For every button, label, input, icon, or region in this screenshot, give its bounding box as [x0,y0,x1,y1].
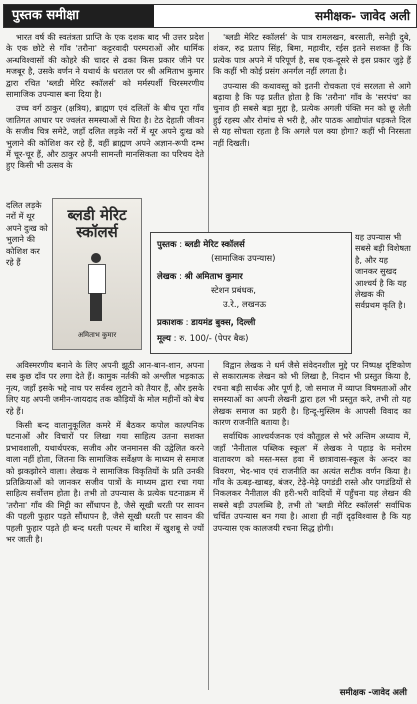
right-column [213,32,411,152]
book-subtitle: (सामाजिक उपन्यास) [211,254,276,264]
author-value: श्री अमिताभ कुमार [184,272,243,282]
book-label: पुस्तक [157,240,177,250]
cover-author: अमिताभ कुमार [77,331,117,339]
signature: समीक्षक -जावेद अली [339,688,407,698]
book-cover-image [52,198,142,350]
left-paragraph-2: उच्च वर्ग ठाकुर (क्षत्रिय), ब्राह्मण एवं दलितों के बीच पूरा गाँव जातिगत आधार पर ज्वलंत समस्याओं से घिरा है। टेठ देहाती जीवन के सजीव चित्र समेटे, जहाँ दलित लड़के नरों में थूर अपने दुःख को भुलाने की कोशिश कर रहे हैं, वहीं ब्राह्मण अपने अज्ञान-रूपी दम्भ में चूर-चूर हैं, और ठाकुर अपनी सामन्ती मानसिकता का परिचय देते हुए किसी भी उत्सव के [6,103,204,171]
right-wrap-text: यह उपन्यास भी सबसे बड़ी विशेषता है, और यह जानकर सुखद आश्चर्य है कि यह लेखक की सर्वप्रथम कृति है। [355,232,411,311]
bottom-right-column [213,360,411,537]
price-value: रु. 100/- (पेपर बैक) [179,334,249,344]
reviewer-tag: समीक्षक- जावेद अली [314,9,410,23]
bottom-right-paragraph-1: विद्वान लेखक ने धर्म जैसे संवेदनशील मुद्दे पर निष्पक्ष दृष्टिकोण से सकारात्मक लेखन को भी लिखा है, निदान भी प्रस्तुत किया है, रचना बड़ी सार्थक और पूर्ण है, जो समाज में व्याप्त विषमताओं और समस्याओं का अपनी लेखनी द्वारा हल भी प्रस्तुत करे, तभी तो यह लेखक समाज का प्रहरी है। हिन्दू-मुस्लिम के आपसी विवाद का कारण राजनीति बताया है। [213,360,411,428]
author-location: उ.रे., लखनऊ [223,300,267,310]
publisher-label: प्रकाशक [157,318,183,328]
review-banner [3,4,417,28]
book-value: ब्लडी मेरिट स्कॉलर्स [184,240,245,250]
bottom-left-paragraph-1: अविस्मरणीय बनाने के लिए अपनी झूठी आन-बान-शान, अपना सब कुछ दाँव पर लगा देते हैं। कामुक नर्तकी को अश्लील भड़काऊ नृत्य, जहाँ इसके भद्दे नाच पर सर्वस्व लुटाने को तैयार हैं, और इसके लिए यह अपनी जमीन-जायदाद तक कौड़ियों के मोल महीनों को बेच रहे हैं। [6,360,204,416]
left-wrap-text: दलित लड़के नरों में थूर अपने दुःख को भुलाने की कोशिश कर रहे हैं [6,200,48,268]
left-paragraph-1: भारत वर्ष की स्वतंत्रता प्राप्ति के एक दशक बाद भी उत्तर प्रदेश के एक छोटे से गाँव 'तरौना' कट्टरवादी परम्पराओं और धार्मिक अन्धविश्वासों की कोहरे की चादर से ढका किस प्रकार जीने पर मजबूर है, उसके वर्णन ने यथार्थ के धरातल पर श्री अमिताभ कुमार द्वारा रचित 'ब्लडी मेरिट स्कॉलर्स' को मर्मस्पर्शी चिरस्मरणीय सामाजिक उपन्यास बना दिया है। [6,32,204,100]
price-label: मूल्य [157,334,171,344]
bottom-left-column [6,360,204,549]
publisher-row: प्रकाशक : डायमंड बुक्स, दिल्ली [157,318,256,328]
boy-figure-icon [83,253,109,323]
left-column [6,32,204,171]
right-paragraph-2: उपन्यास की कथावस्तु को इतनी रोचकता एवं सरलता से आगे बढ़ाया है कि पढ़ प्रतीत होता है कि 'तरौना' गाँव के 'सरपंच' का चुनाव ही सबसे बड़ा मुद्दा है, प्रत्येक अगली पंक्ति मन को छू लेती हुई रहस्य और रोमांच से भरी है, और पाठक आद्योपांत धड़कते दिल से यह सोचता रहता है कि अगले पल क्या होगा? कहीं भी निरसता नहीं दिखती। [213,80,411,148]
book-info-box [150,232,352,354]
book-row: पुस्तक : ब्लडी मेरिट स्कॉलर्स [157,240,245,250]
publisher-value: डायमंड बुक्स, दिल्ली [191,318,256,328]
author-post: स्टेशन प्रबंधक, [211,286,256,296]
price-row: मूल्य : रु. 100/- (पेपर बैक) [157,334,249,344]
right-paragraph-1: 'ब्लडी मेरिट स्कॉलर्स' के पात्र रामलखन, बरसाती, सनेही दुबे, शंकर, रुद्र प्रताप सिंह, बिमा, महावीर, रईस इतने सशक्त हैं कि प्रत्येक पात्र अपने में परिपूर्ण है, सब एक-दूसरे से इस प्रकार जुड़े हैं कि कहीं भी कोई प्रसंग अनर्गल नहीं लगता है। [213,32,411,77]
section-title: पुस्तक समीक्षा [4,5,154,27]
cover-title: ब्लडी मेरिट स्कॉलर्स [67,206,127,241]
bottom-left-paragraph-2: किसी बन्द वातानुकूलित कमरे में बैठकर कपोल काल्पनिक घटनाओं और विचारों पर लिखा गया साहित्य उतना सशक्त प्रभावशाली, यथार्थपरक, सजीव और जनमानस की उद्वेलित करने वाला नहीं होता, जितना कि सामाजिक सर्वेक्षण के माध्यम से समाज को झकझोरने वाला। लेखक ने सामाजिक विकृतियों के प्रति उनकी प्रतिक्रियाओं को जानकर सजीव पात्रों के माध्यम द्वारा रचा गया साहित्य सर्वोत्तम होता है। तभी तो उपन्यास के प्रत्येक घटनाक्रम में 'तरौना' गाँव की मिट्टी का सौंधापन है, जैसे सूखी धरती पर सावन की पहली फुहार पड़ते सौंधापन है, जैसे सूखी धरती पर सावन की पहली फुहार पड़ते ही बन्द धरती पत्थर में बारिश में खुशबू से ज्यों भर जाती है। [6,420,204,545]
bottom-column-divider [208,360,209,690]
author-label: लेखक [157,272,177,282]
bottom-right-paragraph-2: सर्वाधिक आश्चर्यजनक एवं कौतूहल से भरे अन्तिम अध्याय में, जहाँ 'नैनीताल पब्लिक स्कूल' में लेखक ने पहाड़ के मनोरम वातावरण को मस्त-मस्त हवा में छात्रावास-स्कूल के अन्दर का विवरण, भेद-भाव एवं राजनीति का अत्यंत सटीक वर्णन किया है। गाँव के ऊबड़-खाबड़, बंजर, टेढ़े-मेढ़े पगडंडी रास्ते और पगडंडियों से निकलकर नैनीताल की हरी-भरी वादियों में पहुँचना यह लेखन की सबसे बड़ी उपलब्धि है, तभी तो 'ब्लडी मेरिट स्कॉलर्स' सर्वाधिक चर्चित उपन्यास बन गया है। आशा ही नहीं दृढ़विश्वास है कि यह उपन्यास एक कालजयी रचना सिद्ध होगी। [213,431,411,533]
author-row: लेखक : श्री अमिताभ कुमार [157,272,243,282]
